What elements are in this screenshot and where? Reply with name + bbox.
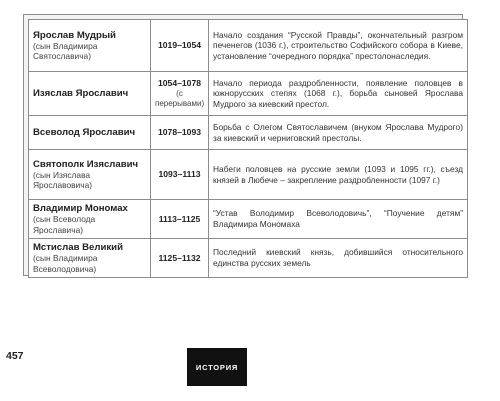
reign-years-cell <box>151 239 209 278</box>
table-row <box>29 150 468 200</box>
events-cell <box>209 72 468 116</box>
ruler-note: (сын Владимира Святославича) <box>33 40 98 61</box>
ruler-name: Изяслав Ярославич <box>33 88 129 99</box>
reign-years-cell <box>151 116 209 150</box>
section-label: ИСТОРИЯ <box>195 362 239 372</box>
events-cell <box>209 116 468 150</box>
reign-years: 1113–1125 <box>158 213 201 224</box>
events-text: “Устав Володимир Всеволодовичь”, “Поучение детям” Владимира Мономаха <box>213 208 463 229</box>
events-text: Начало создания “Русской Правды”, окончательный разгром печенегов (1036 г.), строительство Софийского собора в Киеве, установление “очередного порядка” престолонаследия. <box>213 29 463 61</box>
table-row <box>29 200 468 239</box>
ruler-name: Всеволод Ярославич <box>33 127 136 138</box>
table-row <box>29 116 468 150</box>
reign-years-cell <box>151 150 209 200</box>
events-text: Набеги половцев на русские земли (1093 и 1095 гг.), съезд князей в Любече – закрепление раздробленности (1097 г.) <box>213 163 463 185</box>
ruler-name-cell <box>29 116 151 150</box>
ruler-note: (сын Изяслава Ярославовича) <box>33 169 93 190</box>
table-row <box>29 20 468 72</box>
events-text: Начало периода раздробленности, появление половцев в южнорусских степях (1068 г.), борьба сыновей Ярослава Мудрого за киевский престол. <box>213 77 463 109</box>
page-number: 457 <box>6 350 24 362</box>
ruler-name: Владимир Мономах <box>33 203 128 214</box>
rulers-table-frame <box>23 14 463 276</box>
ruler-name-cell <box>29 200 151 239</box>
reign-years-note: (с перерывами) <box>155 89 205 108</box>
reign-years: 1093–1113 <box>158 169 201 179</box>
ruler-note: (сын Владимира Всеволодовича) <box>33 253 98 274</box>
ruler-name-cell <box>29 150 151 200</box>
events-cell <box>209 239 468 278</box>
reign-years: 1078–1093 <box>157 127 201 137</box>
table-row <box>29 72 468 116</box>
events-text: Борьба с Олегом Святославичем (внуком Ярослава Мудрого) за киевский и черниговский престолы. <box>213 121 463 143</box>
events-text: Последний киевский князь, добившийся относительного единства русских земель <box>213 247 463 268</box>
events-cell <box>209 20 468 72</box>
reign-years-cell <box>151 72 209 116</box>
events-cell <box>209 200 468 239</box>
events-cell <box>209 150 468 200</box>
ruler-name: Ярослав Мудрый <box>33 29 116 41</box>
ruler-name-cell <box>29 20 151 72</box>
reign-years-cell <box>151 200 209 239</box>
reign-years: 1019–1054 <box>157 40 201 50</box>
ruler-note: (сын Всеволода Ярославича) <box>33 214 96 235</box>
reign-years: 1054–1078 <box>157 78 201 88</box>
table-row <box>29 239 468 278</box>
ruler-name: Мстислав Великий <box>33 242 123 253</box>
rulers-table <box>28 19 468 278</box>
ruler-name: Святополк Изяславич <box>33 158 139 170</box>
section-badge <box>187 348 247 386</box>
reign-years-cell <box>151 20 209 72</box>
reign-years: 1125–1132 <box>158 252 201 263</box>
ruler-name-cell <box>29 72 151 116</box>
ruler-name-cell <box>29 239 151 278</box>
